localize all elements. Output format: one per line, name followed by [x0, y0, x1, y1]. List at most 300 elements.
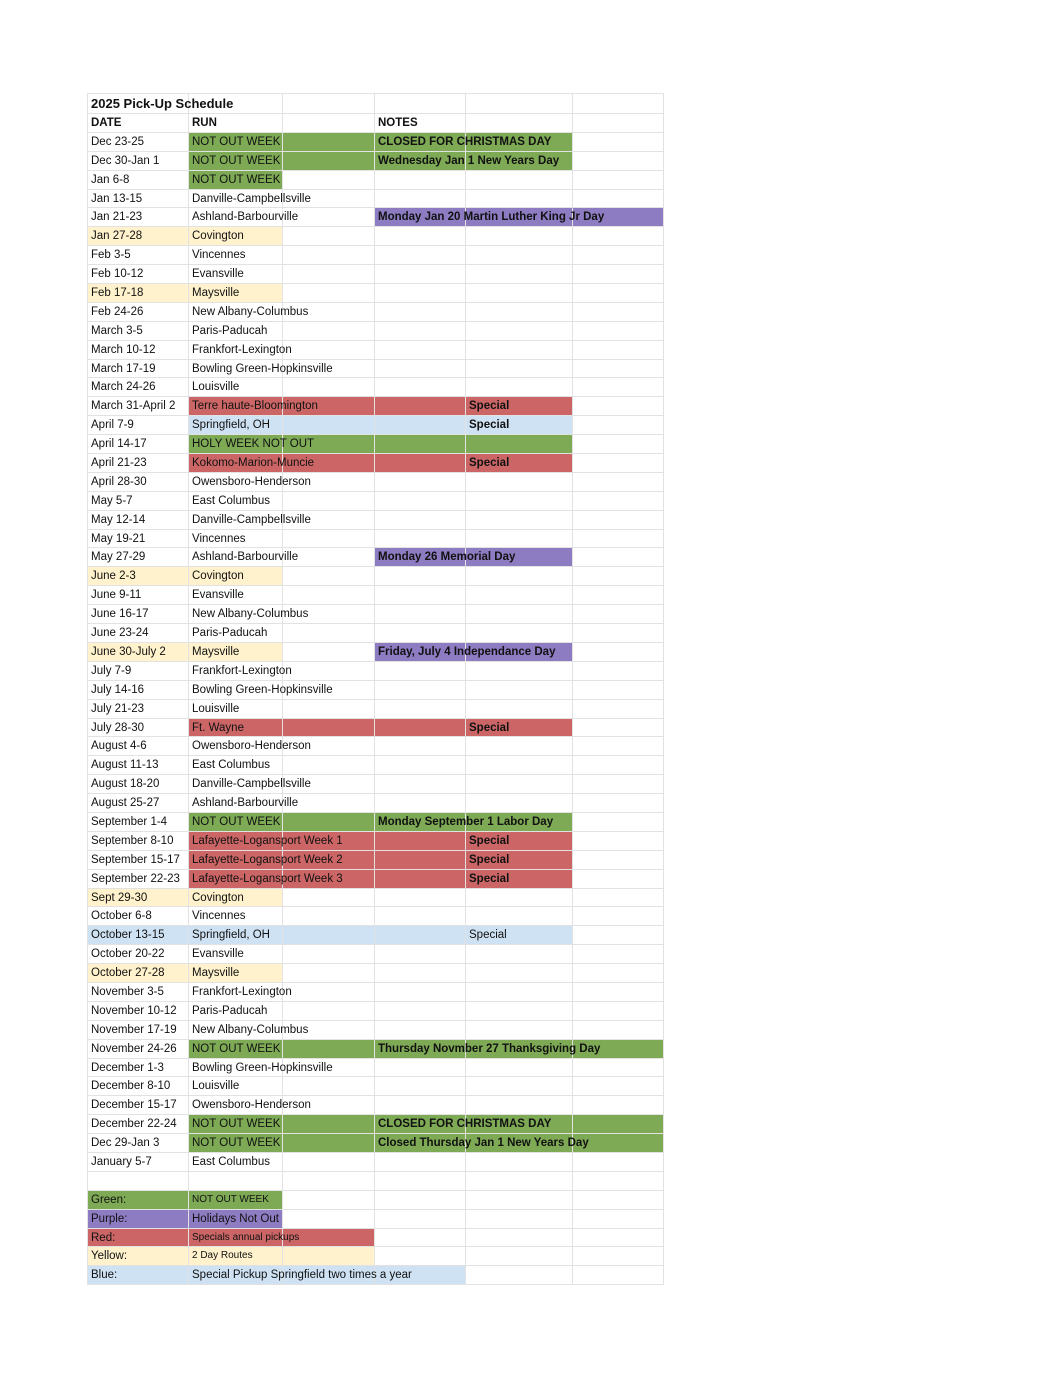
notes-header: NOTES	[375, 114, 466, 133]
special-cell	[466, 907, 573, 926]
date-text: March 17-19	[91, 362, 156, 375]
run-text: East Columbus	[192, 494, 270, 507]
run-cell	[189, 907, 283, 926]
date-text: June 16-17	[91, 608, 149, 621]
date-cell	[87, 964, 189, 983]
date-text: November 3-5	[91, 985, 164, 998]
run-text: Evansville	[192, 948, 244, 961]
table-row	[87, 473, 666, 492]
date-cell	[87, 1040, 189, 1059]
legend-label-text: Blue:	[91, 1269, 118, 1282]
special-cell	[466, 265, 573, 284]
legend-label-text: Yellow:	[91, 1250, 128, 1263]
date-text: December 22-24	[91, 1118, 177, 1131]
run-text: Covington	[192, 570, 244, 583]
table-row	[87, 492, 666, 511]
run-text: Bowling Green-Hopkinsville	[192, 1061, 333, 1074]
table-row	[87, 586, 666, 605]
legend-label	[87, 1191, 189, 1210]
run-cell	[189, 360, 333, 379]
date-text: Sept 29-30	[91, 891, 148, 904]
note-cell	[375, 473, 466, 492]
date-cell	[87, 719, 189, 738]
run-text: NOT OUT WEEK	[192, 1137, 281, 1150]
table-row	[87, 511, 666, 530]
run-cell	[189, 964, 283, 983]
date-text: May 27-29	[91, 551, 146, 564]
note-text: Monday September 1 Labor Day	[378, 815, 554, 828]
table-row	[87, 360, 666, 379]
table-row	[87, 454, 666, 473]
note-cell	[375, 775, 466, 794]
note-cell	[375, 416, 466, 435]
legend-label	[87, 1229, 189, 1248]
note-cell	[375, 227, 466, 246]
date-cell	[87, 624, 189, 643]
special-cell	[466, 360, 573, 379]
special-cell	[466, 341, 573, 360]
run-text: Vincennes	[192, 249, 246, 262]
run-cell	[189, 378, 283, 397]
date-cell	[87, 926, 189, 945]
date-cell	[87, 907, 189, 926]
legend-desc-text: 2 Day Routes	[192, 1250, 253, 1262]
run-cell	[189, 1040, 283, 1059]
note-cell	[375, 1040, 601, 1059]
run-text: Maysville	[192, 645, 240, 658]
special-cell	[466, 756, 573, 775]
date-text: October 20-22	[91, 948, 165, 961]
special-cell	[466, 832, 573, 851]
date-cell	[87, 360, 189, 379]
run-text: Springfield, OH	[192, 419, 270, 432]
note-cell	[375, 926, 466, 945]
run-text: Terre haute-Bloomington	[192, 400, 318, 413]
run-cell	[189, 548, 299, 567]
table-row	[87, 322, 666, 341]
note-cell	[375, 794, 466, 813]
date-cell	[87, 737, 189, 756]
header-row	[87, 114, 666, 133]
run-text: Owensboro-Henderson	[192, 475, 311, 488]
date-text: December 1-3	[91, 1061, 164, 1074]
date-text: August 4-6	[91, 740, 147, 753]
date-text: Feb 17-18	[91, 287, 144, 300]
legend-desc-text: NOT OUT WEEK	[192, 1193, 269, 1205]
note-cell	[375, 1153, 466, 1172]
note-cell	[375, 284, 466, 303]
note-cell	[375, 851, 466, 870]
date-cell	[87, 492, 189, 511]
run-text: NOT OUT WEEK	[192, 173, 281, 186]
date-text: March 3-5	[91, 324, 143, 337]
special-cell	[466, 775, 573, 794]
run-cell	[189, 1077, 283, 1096]
run-text: Ashland-Barbourville	[192, 551, 299, 564]
date-text: March 10-12	[91, 343, 156, 356]
date-text: December 15-17	[91, 1099, 177, 1112]
run-cell	[189, 265, 283, 284]
date-cell	[87, 416, 189, 435]
special-cell	[466, 700, 573, 719]
run-text: Louisville	[192, 381, 240, 394]
run-cell	[189, 227, 283, 246]
run-text: Danville-Campbellsville	[192, 513, 311, 526]
run-text: New Albany-Columbus	[192, 1023, 309, 1036]
legend-label	[87, 1266, 189, 1285]
note-text: Wednesday Jan 1 New Years Day	[378, 154, 560, 167]
special-text: Special	[469, 457, 510, 470]
date-text: October 13-15	[91, 929, 165, 942]
date-cell	[87, 1134, 189, 1153]
table-row	[87, 756, 666, 775]
date-text: June 30-July 2	[91, 645, 166, 658]
run-text: Covington	[192, 230, 244, 243]
note-cell	[375, 171, 466, 190]
run-cell	[189, 246, 283, 265]
date-text: August 25-27	[91, 797, 160, 810]
note-cell	[375, 454, 466, 473]
table-row	[87, 1021, 666, 1040]
date-cell	[87, 378, 189, 397]
run-cell	[189, 700, 283, 719]
run-cell	[189, 322, 283, 341]
special-cell	[466, 945, 573, 964]
note-cell	[375, 265, 466, 284]
table-row	[87, 171, 666, 190]
date-cell	[87, 265, 189, 284]
special-cell	[466, 171, 573, 190]
table-row	[87, 719, 666, 738]
run-cell	[189, 756, 283, 775]
note-cell	[375, 907, 466, 926]
note-cell	[375, 190, 466, 209]
date-cell	[87, 322, 189, 341]
date-cell	[87, 813, 189, 832]
run-text: Owensboro-Henderson	[192, 740, 311, 753]
run-cell	[189, 643, 283, 662]
note-cell	[375, 511, 466, 530]
table-row	[87, 341, 666, 360]
legend-row	[87, 1247, 666, 1266]
legend-desc	[189, 1266, 412, 1285]
run-cell	[189, 284, 283, 303]
note-cell	[375, 1021, 466, 1040]
table-row	[87, 907, 666, 926]
run-cell	[189, 1059, 333, 1078]
date-cell	[87, 303, 189, 322]
date-cell	[87, 171, 189, 190]
date-cell	[87, 548, 189, 567]
special-text: Special	[469, 929, 507, 942]
note-text: CLOSED FOR CHRISTMAS DAY	[378, 1118, 552, 1131]
date-text: Jan 6-8	[91, 173, 130, 186]
run-cell	[189, 624, 283, 643]
special-cell	[466, 492, 573, 511]
run-cell	[189, 473, 311, 492]
note-cell	[375, 964, 466, 983]
run-cell	[189, 775, 311, 794]
date-header: DATE	[87, 114, 189, 133]
table-row	[87, 700, 666, 719]
special-cell	[466, 473, 573, 492]
special-cell	[466, 454, 573, 473]
special-cell	[466, 227, 573, 246]
note-cell	[375, 322, 466, 341]
note-cell	[375, 832, 466, 851]
special-cell	[466, 719, 573, 738]
table-row	[87, 1115, 666, 1134]
run-text: Danville-Campbellsville	[192, 192, 311, 205]
date-text: July 21-23	[91, 702, 145, 715]
date-text: May 19-21	[91, 532, 146, 545]
note-cell	[375, 360, 466, 379]
special-cell	[466, 303, 573, 322]
special-cell	[466, 605, 573, 624]
run-text: New Albany-Columbus	[192, 608, 309, 621]
note-cell	[375, 1077, 466, 1096]
special-text: Special	[469, 419, 510, 432]
note-cell	[375, 586, 466, 605]
table-row	[87, 1040, 666, 1059]
special-cell	[466, 397, 573, 416]
run-cell	[189, 416, 283, 435]
date-text: Jan 13-15	[91, 192, 143, 205]
run-text: Evansville	[192, 268, 244, 281]
date-text: September 22-23	[91, 872, 180, 885]
run-text: Ashland-Barbourville	[192, 797, 299, 810]
note-cell	[375, 719, 466, 738]
note-cell	[375, 1096, 466, 1115]
special-cell	[466, 889, 573, 908]
run-cell	[189, 303, 309, 322]
run-cell	[189, 1115, 283, 1134]
note-cell	[375, 756, 466, 775]
date-text: April 14-17	[91, 438, 147, 451]
note-cell	[375, 624, 466, 643]
date-cell	[87, 756, 189, 775]
date-text: January 5-7	[91, 1155, 152, 1168]
title-row	[87, 93, 666, 114]
blank-row	[87, 1172, 666, 1191]
date-text: May 5-7	[91, 494, 133, 507]
legend-label-text: Purple:	[91, 1212, 128, 1225]
schedule-sheet	[87, 93, 666, 1285]
special-cell	[466, 870, 573, 889]
note-cell	[375, 530, 466, 549]
date-cell	[87, 870, 189, 889]
date-text: Jan 27-28	[91, 230, 143, 243]
note-text: Closed Thursday Jan 1 New Years Day	[378, 1137, 589, 1150]
table-row	[87, 1134, 666, 1153]
run-cell	[189, 454, 315, 473]
run-text: East Columbus	[192, 1155, 270, 1168]
date-cell	[87, 1115, 189, 1134]
run-text: Bowling Green-Hopkinsville	[192, 683, 333, 696]
table-row	[87, 889, 666, 908]
run-text: Evansville	[192, 589, 244, 602]
run-cell	[189, 511, 311, 530]
table-row	[87, 530, 666, 549]
special-cell	[466, 567, 573, 586]
run-text: Paris-Paducah	[192, 324, 268, 337]
special-cell	[466, 1002, 573, 1021]
schedule-rows	[87, 133, 666, 1172]
run-text: East Columbus	[192, 759, 270, 772]
special-text: Special	[469, 872, 510, 885]
special-cell	[466, 964, 573, 983]
table-row	[87, 227, 666, 246]
legend-label	[87, 1247, 189, 1266]
date-text: July 14-16	[91, 683, 145, 696]
run-text: Ashland-Barbourville	[192, 211, 299, 224]
table-row	[87, 794, 666, 813]
note-cell	[375, 605, 466, 624]
date-cell	[87, 190, 189, 209]
note-cell	[375, 208, 605, 227]
run-text: Owensboro-Henderson	[192, 1099, 311, 1112]
date-text: July 28-30	[91, 721, 145, 734]
date-cell	[87, 700, 189, 719]
run-text: Louisville	[192, 1080, 240, 1093]
run-cell	[189, 945, 283, 964]
table-row	[87, 813, 666, 832]
table-row	[87, 246, 666, 265]
run-text: Lafayette-Logansport Week 2	[192, 853, 343, 866]
date-cell	[87, 1096, 189, 1115]
run-text: Vincennes	[192, 910, 246, 923]
run-cell	[189, 397, 318, 416]
run-cell	[189, 681, 333, 700]
date-cell	[87, 511, 189, 530]
run-cell	[189, 813, 283, 832]
legend-desc	[189, 1229, 300, 1248]
note-cell	[375, 643, 556, 662]
table-row	[87, 397, 666, 416]
run-cell	[189, 737, 311, 756]
note-cell	[375, 152, 560, 171]
run-text: Lafayette-Logansport Week 3	[192, 872, 343, 885]
run-text: Danville-Campbellsville	[192, 778, 311, 791]
table-row	[87, 681, 666, 700]
note-cell	[375, 1002, 466, 1021]
date-cell	[87, 945, 189, 964]
special-cell	[466, 511, 573, 530]
run-cell	[189, 1021, 309, 1040]
note-text: Thursday Novmber 27 Thanksgiving Day	[378, 1042, 601, 1055]
run-cell	[189, 530, 283, 549]
date-text: March 31-April 2	[91, 400, 176, 413]
date-text: September 8-10	[91, 834, 174, 847]
sheet-title: 2025 Pick-Up Schedule	[91, 96, 234, 111]
note-cell	[375, 378, 466, 397]
table-row	[87, 832, 666, 851]
note-cell	[375, 681, 466, 700]
note-cell	[375, 737, 466, 756]
run-text: New Albany-Columbus	[192, 305, 309, 318]
date-text: November 24-26	[91, 1042, 177, 1055]
run-cell	[189, 171, 283, 190]
date-cell	[87, 586, 189, 605]
table-row	[87, 605, 666, 624]
note-cell	[375, 889, 466, 908]
run-text: Ft. Wayne	[192, 721, 244, 734]
table-row	[87, 851, 666, 870]
special-cell	[466, 284, 573, 303]
date-cell	[87, 284, 189, 303]
table-row	[87, 1096, 666, 1115]
run-text: Frankfort-Lexington	[192, 664, 292, 677]
note-cell	[375, 945, 466, 964]
special-cell	[466, 435, 573, 454]
note-cell	[375, 870, 466, 889]
date-cell	[87, 1077, 189, 1096]
run-text: Maysville	[192, 287, 240, 300]
run-text: Louisville	[192, 702, 240, 715]
date-cell	[87, 1002, 189, 1021]
note-cell	[375, 246, 466, 265]
date-cell	[87, 341, 189, 360]
special-cell	[466, 1096, 573, 1115]
date-cell	[87, 1059, 189, 1078]
run-cell	[189, 605, 309, 624]
special-cell	[466, 1059, 573, 1078]
date-text: April 7-9	[91, 419, 134, 432]
run-cell	[189, 1134, 283, 1153]
table-row	[87, 284, 666, 303]
legend-label	[87, 1210, 189, 1229]
run-cell	[189, 190, 311, 209]
date-text: Dec 29-Jan 3	[91, 1137, 160, 1150]
note-cell	[375, 700, 466, 719]
run-text: Lafayette-Logansport Week 1	[192, 834, 343, 847]
table-row	[87, 567, 666, 586]
note-cell	[375, 303, 466, 322]
legend	[87, 1191, 666, 1285]
note-cell	[375, 435, 466, 454]
run-cell	[189, 832, 343, 851]
run-text: Vincennes	[192, 532, 246, 545]
run-cell	[189, 662, 292, 681]
legend-row	[87, 1229, 666, 1248]
note-cell	[375, 662, 466, 681]
table-row	[87, 1153, 666, 1172]
date-cell	[87, 473, 189, 492]
table-row	[87, 416, 666, 435]
run-cell	[189, 208, 299, 227]
note-cell	[375, 492, 466, 511]
date-cell	[87, 681, 189, 700]
legend-desc-text: Holidays Not Out	[192, 1212, 279, 1225]
run-cell	[189, 341, 292, 360]
table-row	[87, 662, 666, 681]
legend-desc	[189, 1210, 283, 1229]
date-text: July 7-9	[91, 664, 132, 677]
date-cell	[87, 832, 189, 851]
date-text: November 17-19	[91, 1023, 177, 1036]
note-cell	[375, 1115, 552, 1134]
special-cell	[466, 416, 573, 435]
date-cell	[87, 1153, 189, 1172]
special-text: Special	[469, 721, 510, 734]
table-row	[87, 152, 666, 171]
date-text: Feb 24-26	[91, 305, 144, 318]
note-cell	[375, 133, 552, 152]
run-cell	[189, 851, 343, 870]
note-text: CLOSED FOR CHRISTMAS DAY	[378, 135, 552, 148]
special-cell	[466, 737, 573, 756]
note-cell	[375, 983, 466, 1002]
